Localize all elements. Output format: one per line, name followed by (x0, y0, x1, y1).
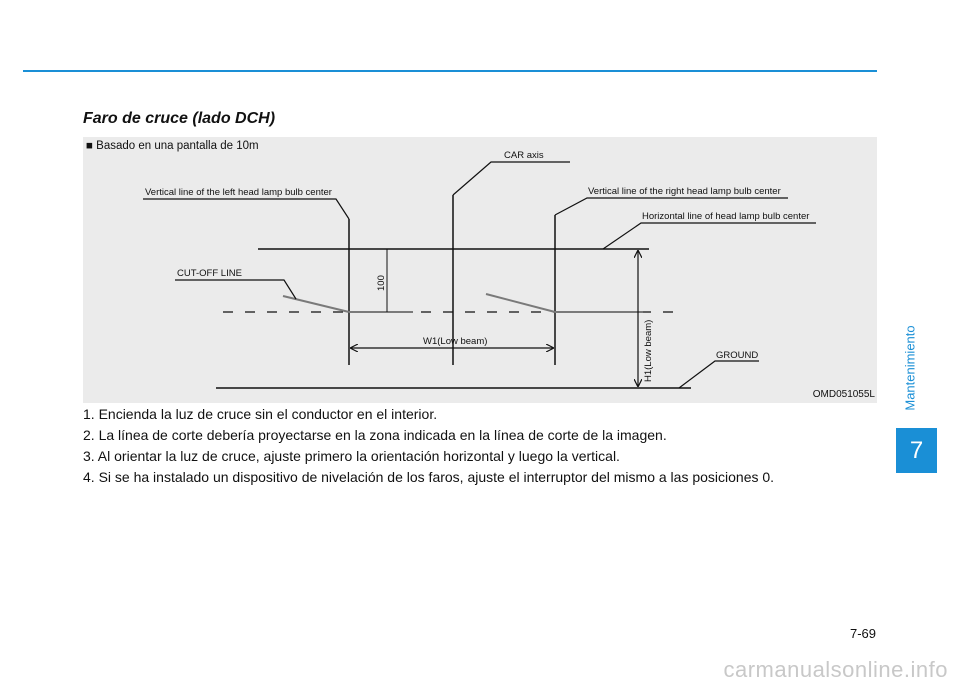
ground-label: GROUND (716, 350, 759, 361)
headlamp-aiming-figure (83, 137, 877, 403)
cutoff-label: CUT-OFF LINE (177, 268, 242, 279)
cutoff-right-slope (486, 294, 555, 312)
car-axis-label: CAR axis (504, 150, 544, 161)
instruction-step: 3. Al orientar la luz de cruce, ajuste primero la orientación horizontal y luego la vertical. (83, 448, 620, 464)
watermark: carmanualsonline.info (723, 657, 948, 682)
offset-100-label: 100 (376, 275, 387, 291)
horizontal-leader (603, 223, 816, 249)
chapter-side-label-text: Mantenimiento (902, 325, 918, 411)
chapter-tab: 7 (896, 428, 937, 473)
cutoff-leader (175, 280, 296, 299)
figure-note-text: Basado en una pantalla de 10m (96, 140, 259, 152)
car-axis-leader (453, 162, 570, 195)
instruction-list (83, 404, 883, 488)
left-vertical-leader (143, 199, 349, 219)
square-bullet-icon: ■ (86, 140, 93, 152)
instruction-step: 1. Encienda la luz de cruce sin el conductor en el interior. (83, 406, 438, 422)
top-rule (23, 70, 877, 72)
h1-label: H1(Low beam) (643, 319, 654, 382)
ground-leader (679, 361, 759, 388)
horizontal-label: Horizontal line of head lamp bulb center (642, 211, 810, 222)
right-vertical-label: Vertical line of the right head lamp bulb center (588, 186, 781, 197)
instruction-step: 2. La línea de corte debería proyectarse en la zona indicada en la línea de corte de la imagen. (83, 427, 667, 443)
section-title: Faro de cruce (lado DCH) (83, 110, 276, 127)
chapter-side-label (895, 325, 925, 411)
left-vertical-label: Vertical line of the left head lamp bulb center (145, 187, 332, 198)
w1-label: W1(Low beam) (423, 336, 488, 347)
figure-note (86, 140, 259, 152)
aiming-diagram (83, 137, 877, 403)
instruction-step: 4. Si se ha instalado un dispositivo de nivelación de los faros, ajuste el interruptor del mismo a las posiciones 0. (83, 469, 775, 485)
figure-code: OMD051055L (812, 389, 875, 400)
cutoff-left-slope (283, 296, 349, 312)
page-number: 7-69 (849, 626, 876, 641)
